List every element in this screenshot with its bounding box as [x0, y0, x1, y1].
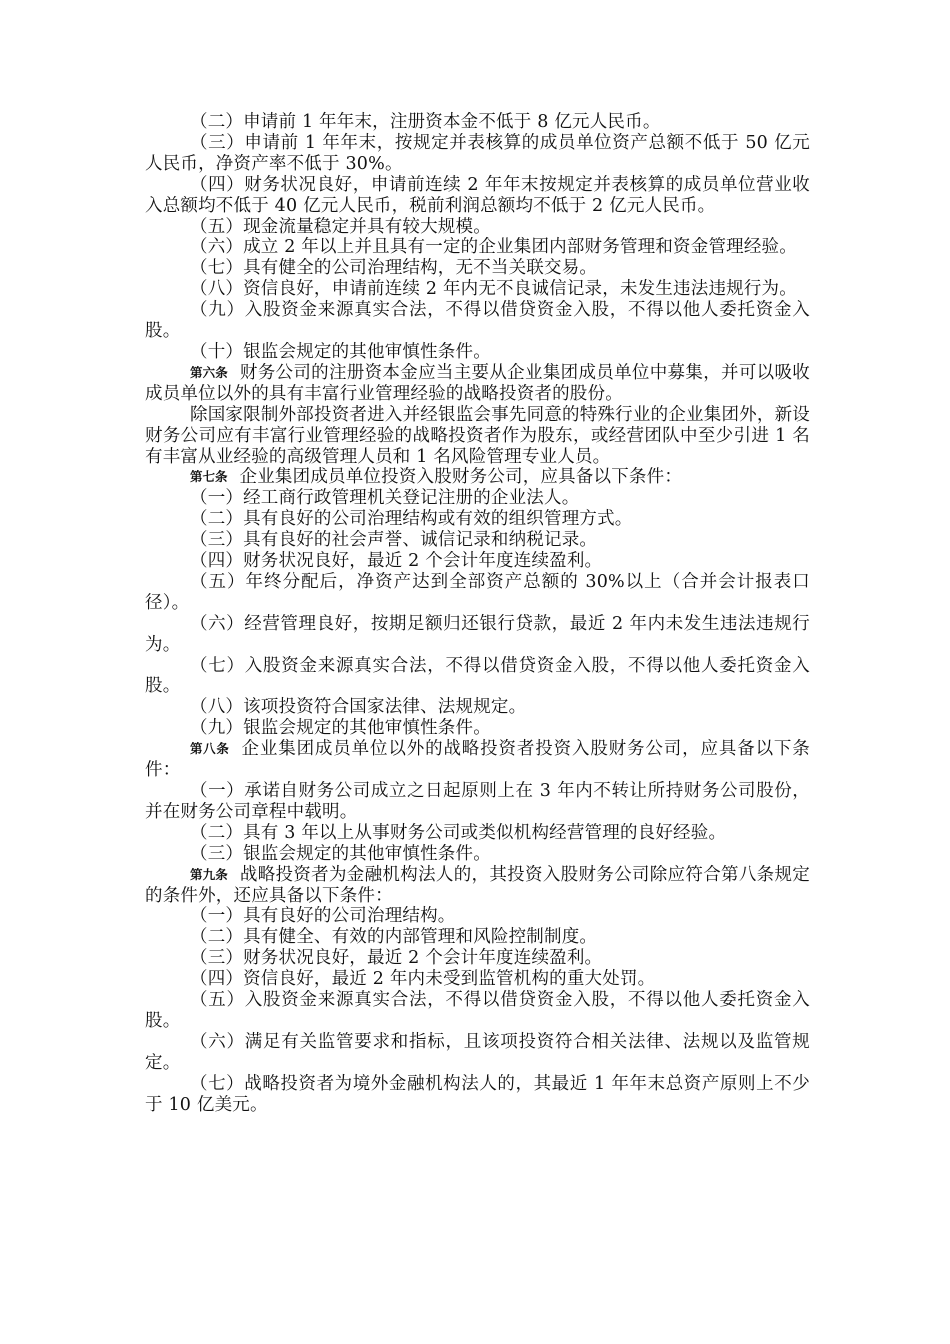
- paragraph-text: （六）满足有关监管要求和指标，且该项投资符合相关法律、法规以及监管规定。: [145, 1031, 810, 1073]
- article-paragraph: [145, 467, 810, 488]
- document-page: [145, 112, 810, 1116]
- paragraph: [145, 175, 810, 217]
- paragraph: [145, 530, 810, 551]
- paragraph-text: （一）具有良好的公司治理结构。: [190, 906, 456, 927]
- paragraph-text: （一）经工商行政管理机关登记注册的企业法人。: [190, 488, 580, 509]
- paragraph-text: （七）具有健全的公司治理结构，无不当关联交易。: [190, 258, 598, 279]
- paragraph-text: 除国家限制外部投资者进入并经银监会事先同意的特殊行业的企业集团外，新设财务公司应有丰富行业管理经验的战略投资者作为股东，或经营团队中至少引进 1 名有丰富从业经验的高级管理人员和 1 名风险管理专业人员。: [145, 404, 810, 467]
- paragraph-text: （三）具有良好的社会声誉、诚信记录和纳税记录。: [190, 530, 598, 551]
- paragraph-text: （五）现金流量稳定并具有较大规模。: [190, 216, 491, 237]
- paragraph-text: （二）具有健全、有效的内部管理和风险控制制度。: [190, 927, 598, 948]
- paragraph: [145, 781, 810, 823]
- paragraph-text: （七）战略投资者为境外金融机构法人的，其最近 1 年年末总资产原则上不少于 10 亿美元。: [145, 1073, 810, 1115]
- paragraph: [145, 342, 810, 363]
- article-paragraph: [145, 363, 810, 405]
- article-label: 第九条: [190, 866, 228, 882]
- paragraph: [145, 990, 810, 1032]
- paragraph-text: （六）经营管理良好，按期足额归还银行贷款，最近 2 年内未发生违法违规行为。: [145, 613, 810, 655]
- paragraph-text: （六）成立 2 年以上并且具有一定的企业集团内部财务管理和资金管理经验。: [190, 237, 797, 258]
- paragraph-text: 企业集团成员单位以外的战略投资者投资入股财务公司，应具备以下条件：: [145, 739, 810, 781]
- paragraph: [145, 844, 810, 865]
- paragraph-text: （二）具有 3 年以上从事财务公司或类似机构经营管理的良好经验。: [190, 822, 727, 843]
- paragraph-text: （二）申请前 1 年年末，注册资本金不低于 8 亿元人民币。: [190, 112, 661, 132]
- paragraph: [145, 300, 810, 342]
- article-label: 第八条: [190, 741, 230, 757]
- paragraph: [145, 656, 810, 698]
- paragraph: [145, 1032, 810, 1074]
- paragraph: [145, 948, 810, 969]
- paragraph-text: （四）财务状况良好，申请前连续 2 年年末按规定并表核算的成员单位营业收入总额均不低于 40 亿元人民币，税前利润总额均不低于 2 亿元人民币。: [145, 174, 810, 216]
- article-paragraph: [145, 739, 810, 781]
- paragraph: [145, 614, 810, 656]
- paragraph-text: （九）银监会规定的其他审慎性条件。: [190, 718, 491, 739]
- paragraph: [145, 509, 810, 530]
- paragraph: [145, 969, 810, 990]
- paragraph-text: （十）银监会规定的其他审慎性条件。: [190, 341, 491, 362]
- paragraph-text: （一）承诺自财务公司成立之日起原则上在 3 年内不转让所持财务公司股份，并在财务公司章程中载明。: [145, 781, 810, 822]
- paragraph-text: （三）银监会规定的其他审慎性条件。: [190, 843, 491, 864]
- article-label: 第七条: [190, 469, 228, 485]
- paragraph: [145, 405, 810, 468]
- paragraph: [145, 906, 810, 927]
- paragraph-text: （二）具有良好的公司治理结构或有效的组织管理方式。: [190, 509, 633, 530]
- paragraph-text: （八）该项投资符合国家法律、法规规定。: [190, 697, 527, 718]
- paragraph: [145, 1074, 810, 1116]
- paragraph-text: （三）财务状况良好，最近 2 个会计年度连续盈利。: [190, 948, 603, 969]
- paragraph: [145, 572, 810, 614]
- paragraph: [145, 237, 810, 258]
- paragraph-text: （八）资信良好，申请前连续 2 年内无不良诚信记录，未发生违法违规行为。: [190, 279, 797, 300]
- paragraph: [145, 927, 810, 948]
- article-label: 第六条: [190, 364, 228, 380]
- paragraph: [145, 718, 810, 739]
- paragraph-text: 财务公司的注册资本金应当主要从企业集团成员单位中募集，并可以吸收成员单位以外的具有丰富行业管理经验的战略投资者的股份。: [145, 362, 810, 404]
- paragraph-text: （三）申请前 1 年年末，按规定并表核算的成员单位资产总额不低于 50 亿元人民币，净资产率不低于 30%。: [145, 132, 810, 174]
- paragraph: [145, 488, 810, 509]
- paragraph: [145, 217, 810, 238]
- paragraph-text: （九）入股资金来源真实合法，不得以借贷资金入股，不得以他人委托资金入股。: [145, 300, 810, 342]
- paragraph-text: （五）入股资金来源真实合法，不得以借贷资金入股，不得以他人委托资金入股。: [145, 990, 810, 1031]
- paragraph: [145, 112, 810, 133]
- paragraph: [145, 133, 810, 175]
- paragraph-text: 企业集团成员单位投资入股财务公司，应具备以下条件：: [239, 467, 683, 488]
- paragraph: [145, 551, 810, 572]
- paragraph-text: （四）财务状况良好，最近 2 个会计年度连续盈利。: [190, 551, 603, 572]
- paragraph: [145, 823, 810, 844]
- paragraph-text: （七）入股资金来源真实合法，不得以借贷资金入股，不得以他人委托资金入股。: [145, 655, 810, 697]
- paragraph-text: 战略投资者为金融机构法人的，其投资入股财务公司除应符合第八条规定的条件外，还应具备以下条件：: [145, 864, 810, 906]
- paragraph-text: （五）年终分配后，净资产达到全部资产总额的 30%以上（合并会计报表口径）。: [145, 571, 810, 613]
- paragraph: [145, 279, 810, 300]
- paragraph: [145, 258, 810, 279]
- paragraph-text: （四）资信良好，最近 2 年内未受到监管机构的重大处罚。: [190, 969, 656, 990]
- article-paragraph: [145, 865, 810, 907]
- paragraph: [145, 697, 810, 718]
